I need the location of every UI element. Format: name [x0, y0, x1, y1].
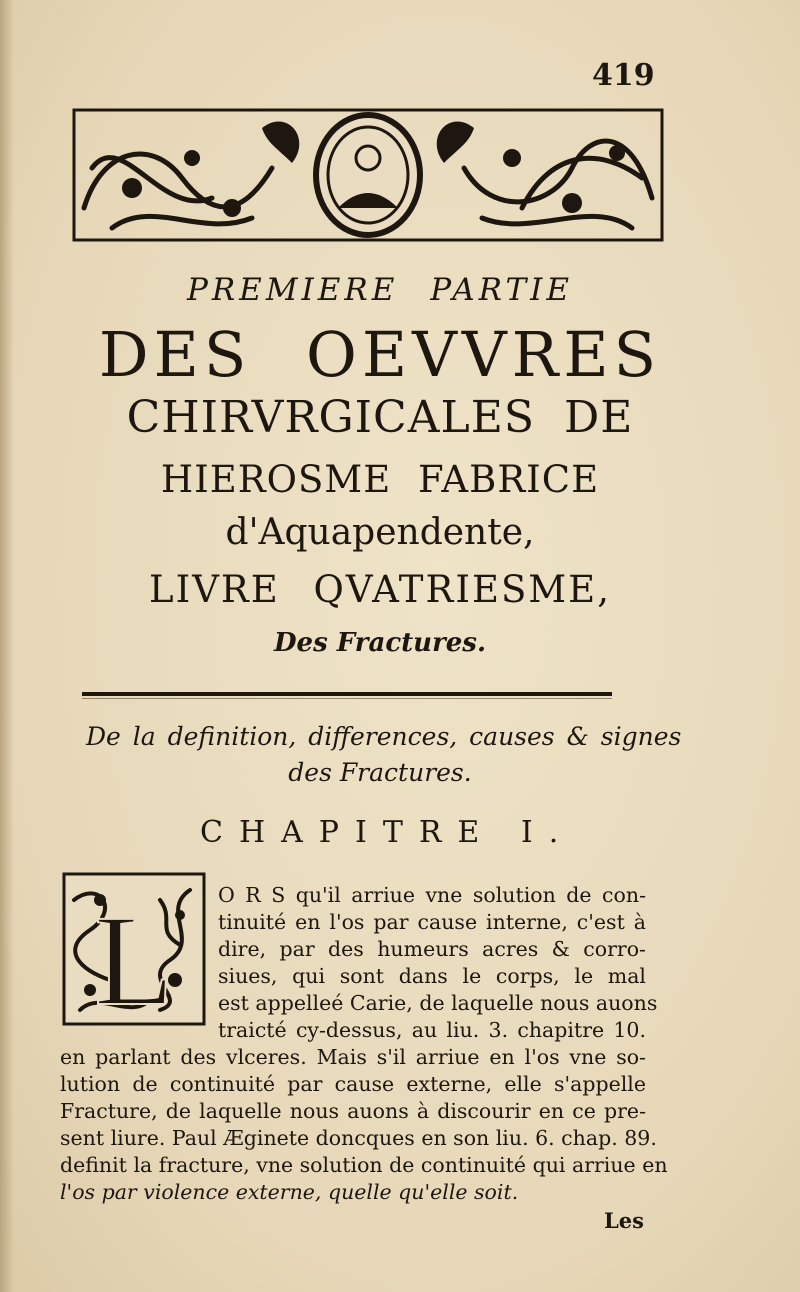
body-line: definit la fracture, vne solution de continuité qui arriue en — [60, 1153, 668, 1177]
page-number: 419 — [592, 58, 655, 93]
heading-author-origin: d'Aquapendente, — [225, 512, 535, 553]
chapter-title: CHAPITRE I. — [200, 815, 575, 850]
body-line: Fracture, de laquelle nous auons à discourir en ce pre- — [60, 1099, 646, 1123]
section-subtitle-line1: De la definition, differences, causes & signes — [86, 722, 682, 751]
body-line: dire, par des humeurs acres & corro- — [218, 937, 646, 961]
section-subtitle-line2: des Fractures. — [288, 758, 472, 787]
body-line: O R S qu'il arriue vne solution de con- — [218, 883, 646, 907]
body-line: sent liure. Paul Æginete doncques en son liu. 6. chap. 89. — [60, 1126, 657, 1150]
heading-des-oeuvres: DES OEVVRES — [98, 318, 662, 391]
page-gutter-shadow — [0, 0, 14, 1292]
heading-livre: LIVRE QVATRIESME, — [149, 568, 611, 611]
heading-des-fractures: Des Fractures. — [274, 628, 486, 658]
body-line: tinuité en l'os par cause interne, c'est à — [218, 910, 646, 934]
drop-cap-letter: L — [94, 889, 174, 1028]
drop-cap-initial — [60, 870, 208, 1028]
heading-premiere-partie: PREMIERE PARTIE — [186, 272, 574, 308]
catchword: Les — [604, 1208, 644, 1233]
body-line: lution de continuité par cause externe, elle s'appelle — [60, 1072, 646, 1096]
headpiece-ornament — [72, 108, 664, 242]
body-line: traicté cy-dessus, au liu. 3. chapitre 10. — [218, 1018, 646, 1042]
divider-rule-thin — [82, 698, 612, 699]
heading-author: HIEROSME FABRICE — [160, 458, 600, 501]
heading-chirurgicales: CHIRVRGICALES DE — [126, 392, 634, 443]
divider-rule — [82, 692, 612, 696]
body-line: siues, qui sont dans le corps, le mal — [218, 964, 646, 988]
body-line: en parlant des vlceres. Mais s'il arriue en l'os vne so- — [60, 1045, 646, 1069]
body-line: l'os par violence externe, quelle qu'elle soit. — [60, 1180, 519, 1204]
body-line: est appelleé Carie, de laquelle nous auons — [218, 991, 658, 1015]
